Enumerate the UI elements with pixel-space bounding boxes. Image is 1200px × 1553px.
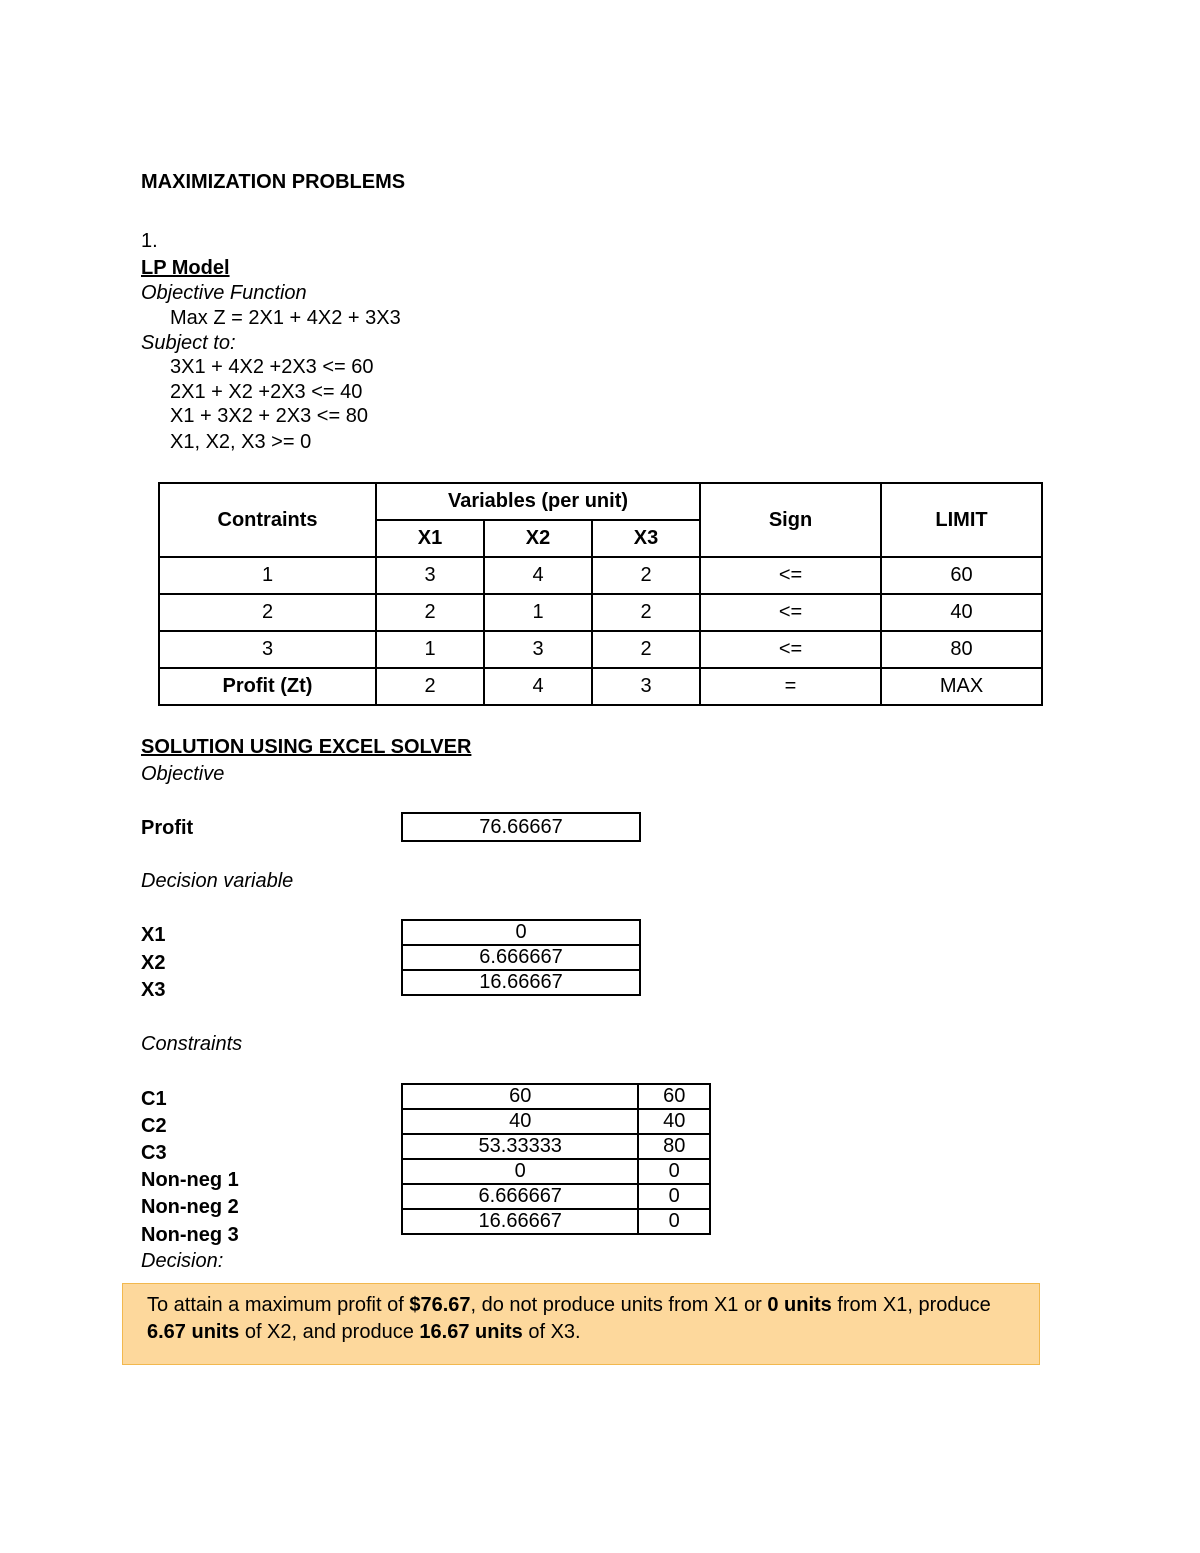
table-row [159,594,1042,631]
note-x2-units: 6.67 units [147,1321,240,1343]
table-cell: Profit (Zt) [159,668,376,705]
note-x1-units: 0 units [767,1294,832,1316]
table-row [159,557,1042,594]
table-cell: 3 [592,668,700,705]
table-cell: = [700,668,881,705]
var-value: 6.666667 [402,945,640,970]
header-x1: X1 [376,520,484,557]
constraint-lhs: 16.66667 [402,1209,638,1234]
constraint-rhs: 0 [638,1159,710,1184]
constraints-label: Constraints [141,1033,243,1055]
lp-model-title: LP Model [141,257,230,279]
table-row [159,668,1042,705]
constraint-lhs: 40 [402,1109,638,1134]
constraint-label: C2 [141,1115,167,1137]
constraint-row [402,1209,710,1234]
table-cell: 2 [592,631,700,668]
header-x3: X3 [592,520,700,557]
profit-value: 76.66667 [401,812,641,842]
header-variables: Variables (per unit) [376,483,700,520]
header-limit: LIMIT [881,483,1042,557]
constraint-label: Non-neg 1 [141,1169,239,1191]
constraint-line: X1 + 3X2 + 2X3 <= 80 [170,405,368,427]
table-cell: <= [700,594,881,631]
constraint-lhs: 53.33333 [402,1134,638,1159]
table-cell: 60 [881,557,1042,594]
constraint-label: Non-neg 2 [141,1196,239,1218]
constraint-row [402,1084,710,1109]
table-cell: 2 [159,594,376,631]
decision-title: Decision: [141,1250,224,1272]
constraint-label: Non-neg 3 [141,1224,239,1246]
table-cell: 4 [484,668,592,705]
decision-note [122,1283,1040,1365]
constraint-line: 3X1 + 4X2 +2X3 <= 60 [170,356,374,378]
constraint-line: X1, X2, X3 >= 0 [170,431,312,453]
solution-title: SOLUTION USING EXCEL SOLVER [141,736,472,758]
constraint-rhs: 0 [638,1184,710,1209]
table-cell: 80 [881,631,1042,668]
page-heading: MAXIMIZATION PROBLEMS [141,171,406,193]
table-cell: 3 [484,631,592,668]
note-text: from X1, produce [831,1294,991,1316]
constraint-rhs: 0 [638,1209,710,1234]
objective-function-label: Objective Function [141,282,307,304]
table-row [159,631,1042,668]
objective-function: Max Z = 2X1 + 4X2 + 3X3 [170,307,401,329]
table-cell: <= [700,631,881,668]
constraint-rhs: 40 [638,1109,710,1134]
table-cell: 3 [376,557,484,594]
header-sign: Sign [700,483,881,557]
table-cell: 2 [376,668,484,705]
header-x2: X2 [484,520,592,557]
constraint-row [402,1134,710,1159]
table-cell: 4 [484,557,592,594]
header-constraints: Contraints [159,483,376,557]
note-text: , do not produce units from X1 or [470,1294,768,1316]
objective-label: Objective [141,763,225,785]
constraint-row [402,1109,710,1134]
var-value: 0 [402,920,640,945]
constraint-lhs: 60 [402,1084,638,1109]
var-label: X1 [141,924,166,946]
constraints-grid [401,1083,711,1235]
constraint-rhs: 60 [638,1084,710,1109]
constraint-label: C1 [141,1088,167,1110]
constraint-label: C3 [141,1142,167,1164]
var-label: X2 [141,952,166,974]
table-cell: MAX [881,668,1042,705]
note-text: of X3. [522,1321,581,1343]
table-cell: 2 [376,594,484,631]
table-cell: 1 [484,594,592,631]
table-cell: <= [700,557,881,594]
note-x3-units: 16.67 units [419,1321,523,1343]
table-cell: 2 [592,557,700,594]
constraint-lhs: 0 [402,1159,638,1184]
table-cell: 3 [159,631,376,668]
problem-number: 1. [141,230,158,252]
constraint-line: 2X1 + X2 +2X3 <= 40 [170,381,363,403]
decision-variables-grid [401,919,641,996]
constraint-rhs: 80 [638,1134,710,1159]
note-profit: $76.67 [409,1294,471,1316]
constraint-lhs: 6.666667 [402,1184,638,1209]
lp-table [158,482,1043,706]
var-label: X3 [141,979,166,1001]
var-value: 16.66667 [402,970,640,995]
subject-to-label: Subject to: [141,332,236,354]
constraint-row [402,1184,710,1209]
decision-variable-label: Decision variable [141,870,294,892]
note-text: To attain a maximum profit of [147,1294,410,1316]
note-text: of X2, and produce [239,1321,420,1343]
table-cell: 1 [376,631,484,668]
table-cell: 2 [592,594,700,631]
table-cell: 1 [159,557,376,594]
table-cell: 40 [881,594,1042,631]
profit-label: Profit [141,817,194,839]
constraint-row [402,1159,710,1184]
